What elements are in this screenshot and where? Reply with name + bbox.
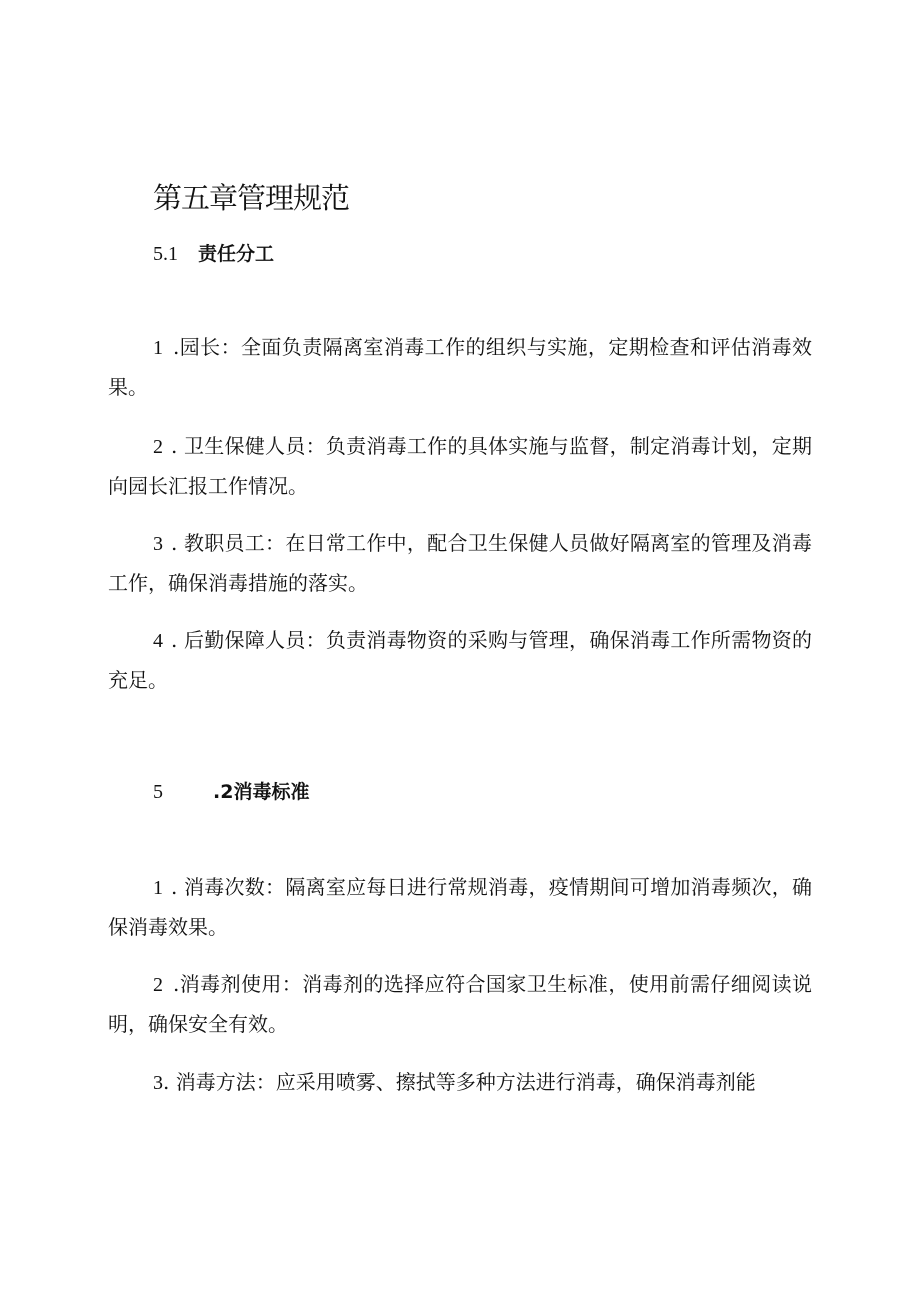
item-number: 2 (153, 974, 163, 996)
chapter-title: 第五章管理规范 (153, 181, 350, 215)
section-title: .2消毒标准 (213, 781, 310, 803)
item-number: 2 (153, 436, 163, 458)
item-number: 3 (153, 533, 163, 555)
list-item (108, 1063, 812, 1103)
list-item (108, 427, 812, 506)
item-text: . 消毒方法：应采用喷雾、擦拭等多种方法进行消毒，确保消毒剂能 (163, 1070, 756, 1094)
list-item (108, 868, 812, 947)
list-item (108, 524, 812, 603)
list-item (108, 965, 812, 1044)
item-text: . 卫生保健人员：负责消毒工作的具体实施与监督，制定消毒计划，定期向园长汇报工作情况。 (108, 434, 812, 498)
item-number: 4 (153, 630, 163, 652)
item-text: .消毒剂使用：消毒剂的选择应符合国家卫生标准，使用前需仔细阅读说明，确保安全有效。 (108, 972, 812, 1036)
section-number: 5 (153, 781, 163, 803)
section-heading-disinfection-standards (153, 778, 309, 806)
item-text: . 后勤保障人员：负责消毒物资的采购与管理，确保消毒工作所需物资的充足。 (108, 628, 812, 692)
list-item (108, 621, 812, 700)
item-number: 1 (153, 877, 163, 899)
item-text: .园长：全面负责隔离室消毒工作的组织与实施，定期检查和评估消毒效果。 (108, 335, 812, 399)
section-number: 5.1 (153, 243, 178, 265)
section-title: 责任分工 (198, 243, 275, 265)
section-heading-responsibilities (153, 240, 274, 268)
item-number: 1 (153, 337, 163, 359)
list-item (108, 328, 812, 407)
item-text: . 教职员工：在日常工作中，配合卫生保健人员做好隔离室的管理及消毒工作，确保消毒措施的落实。 (108, 531, 812, 595)
item-text: . 消毒次数：隔离室应每日进行常规消毒，疫情期间可增加消毒频次，确保消毒效果。 (108, 875, 812, 939)
item-number: 3 (153, 1072, 163, 1094)
